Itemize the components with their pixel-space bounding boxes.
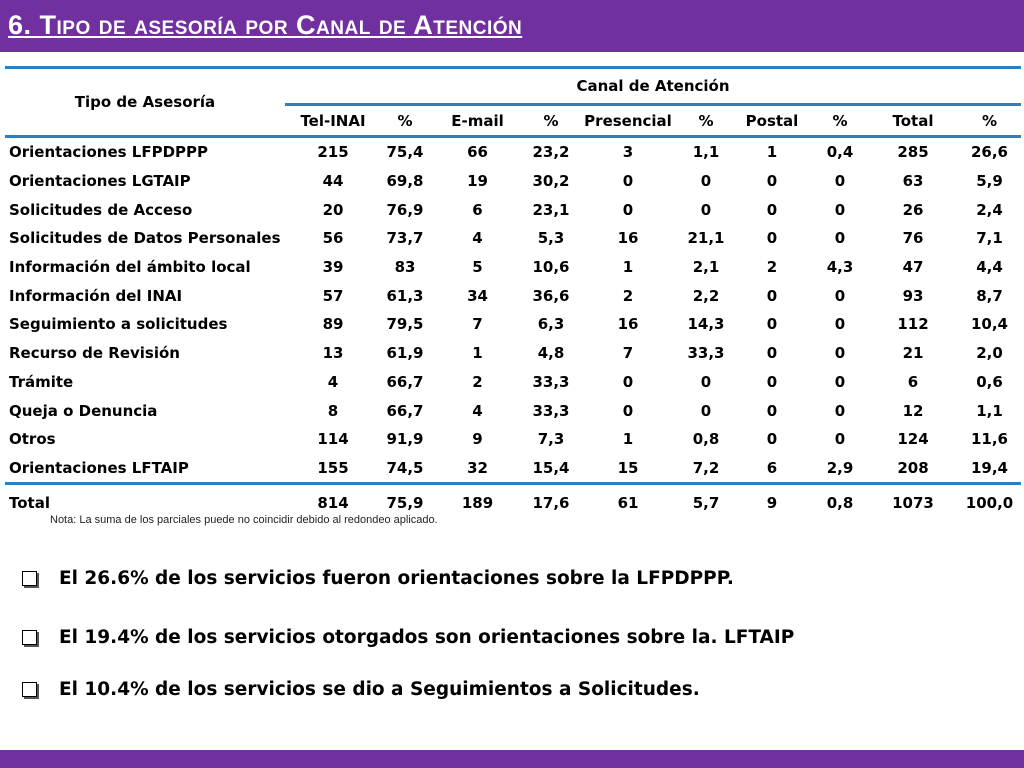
table-cell: 39 <box>322 258 344 277</box>
table-cell: 0,8 <box>692 430 720 449</box>
row-label: Solicitudes de Acceso <box>9 200 193 219</box>
table-cell: 0 <box>700 401 712 420</box>
table-cell: 2,2 <box>692 286 720 305</box>
table-row <box>5 454 1021 484</box>
table-cell: 8 <box>327 401 339 420</box>
bullet-text: El 10.4% de los servicios se dio a Seguimientos a Solicitudes. <box>59 679 700 700</box>
total-cell: 0,8 <box>812 484 868 522</box>
column-header: E-mail <box>429 105 526 137</box>
advisory-table <box>5 66 1021 521</box>
table-cell: 33,3 <box>532 401 570 420</box>
table-cell: 0 <box>834 315 846 334</box>
table-cell: 56 <box>322 229 344 248</box>
table-cell: 9 <box>472 430 483 449</box>
row-label: Otros <box>9 430 56 449</box>
table-cell: 0 <box>766 229 778 248</box>
total-cell: 5,7 <box>680 484 732 522</box>
column-header: % <box>680 105 732 137</box>
table-cell: 0 <box>766 344 778 363</box>
table-body <box>5 137 1021 484</box>
table-row <box>5 368 1021 397</box>
column-header: % <box>958 105 1021 137</box>
table-cell: 0 <box>834 286 846 305</box>
column-header: Postal <box>732 105 812 137</box>
table-cell: 11,6 <box>970 430 1008 449</box>
table-cell: 36,6 <box>532 286 570 305</box>
row-label: Orientaciones LFPDPPP <box>9 143 209 162</box>
table-cell: 93 <box>902 286 924 305</box>
table-cell: 66,7 <box>386 372 424 391</box>
table-cell: 285 <box>897 143 929 162</box>
table-cell: 112 <box>897 315 929 334</box>
row-label: Solicitudes de Datos Personales <box>9 229 281 248</box>
table-cell: 6 <box>907 372 919 391</box>
table-cell: 0 <box>834 430 846 449</box>
table-row <box>5 195 1021 224</box>
table-cell: 0 <box>766 315 778 334</box>
table-cell: 34 <box>467 286 488 305</box>
table-cell: 4 <box>327 372 339 391</box>
table-cell: 5,3 <box>537 229 565 248</box>
table-cell: 26,6 <box>970 143 1008 162</box>
table-cell: 3 <box>622 143 634 162</box>
table-cell: 23,1 <box>532 200 570 219</box>
table-cell: 73,7 <box>386 229 424 248</box>
table-cell: 4,3 <box>826 258 854 277</box>
table-cell: 20 <box>322 200 344 219</box>
table-cell: 44 <box>322 172 344 191</box>
table-cell: 0 <box>834 372 846 391</box>
table-cell: 2,1 <box>692 258 720 277</box>
table-cell: 61,3 <box>386 286 424 305</box>
table-cell: 69,8 <box>386 172 424 191</box>
total-cell: 1073 <box>868 484 958 522</box>
table-row <box>5 253 1021 282</box>
table-cell: 15,4 <box>532 458 570 477</box>
table-cell: 0 <box>834 401 846 420</box>
table-cell: 2,9 <box>826 458 854 477</box>
header-row-top <box>5 68 1021 105</box>
table-cell: 23,2 <box>532 143 570 162</box>
table-cell: 0 <box>834 172 846 191</box>
table-cell: 0 <box>700 200 712 219</box>
column-header: % <box>381 105 429 137</box>
table-row <box>5 224 1021 253</box>
table-cell: 89 <box>322 315 344 334</box>
table-cell: 5 <box>472 258 483 277</box>
table-row <box>5 137 1021 167</box>
bottom-bar <box>0 750 1024 768</box>
table-cell: 215 <box>317 143 349 162</box>
table-cell: 208 <box>897 458 929 477</box>
table-cell: 0 <box>622 172 634 191</box>
table-cell: 10,4 <box>970 315 1008 334</box>
table-row <box>5 339 1021 368</box>
table-cell: 0 <box>834 229 846 248</box>
table-row <box>5 396 1021 425</box>
table-cell: 33,3 <box>532 372 570 391</box>
table-cell: 47 <box>902 258 924 277</box>
column-header: Presencial <box>576 105 680 137</box>
row-label: Recurso de Revisión <box>9 344 180 363</box>
total-cell: 61 <box>576 484 680 522</box>
table-cell: 6 <box>766 458 778 477</box>
table-cell: 0 <box>766 401 778 420</box>
table-cell: 76 <box>902 229 924 248</box>
table-cell: 0 <box>700 372 712 391</box>
table-cell: 2,0 <box>976 344 1003 363</box>
checkbox-bullet-icon <box>22 630 37 645</box>
table-cell: 26 <box>902 200 924 219</box>
total-cell: 75,9 <box>381 484 429 522</box>
table-row <box>5 425 1021 454</box>
column-header: Total <box>868 105 958 137</box>
table-cell: 14,3 <box>687 315 725 334</box>
table-cell: 1,1 <box>976 401 1003 420</box>
checkbox-bullet-icon <box>22 571 37 586</box>
table-cell: 63 <box>902 172 924 191</box>
table-cell: 7 <box>472 315 483 334</box>
table-cell: 1 <box>472 344 483 363</box>
table-cell: 21,1 <box>687 229 725 248</box>
table-cell: 7,1 <box>976 229 1003 248</box>
total-cell: 814 <box>285 484 381 522</box>
table-row <box>5 167 1021 196</box>
table-cell: 21 <box>902 344 924 363</box>
row-label: Información del INAI <box>9 286 183 305</box>
title-bar <box>0 0 1024 52</box>
row-label: Información del ámbito local <box>9 258 251 277</box>
table-cell: 30,2 <box>532 172 570 191</box>
row-label: Queja o Denuncia <box>9 401 158 420</box>
table-cell: 7,2 <box>692 458 720 477</box>
table-cell: 0 <box>622 372 634 391</box>
total-cell: 9 <box>732 484 812 522</box>
table-cell: 75,4 <box>386 143 424 162</box>
table-cell: 155 <box>317 458 349 477</box>
bullet-item <box>22 568 734 589</box>
table-cell: 79,5 <box>386 315 424 334</box>
column-header: % <box>812 105 868 137</box>
table-cell: 2,4 <box>976 200 1003 219</box>
table-cell: 0 <box>700 172 712 191</box>
row-label: Orientaciones LGTAIP <box>9 172 191 191</box>
table-cell: 2 <box>622 286 634 305</box>
table-cell: 2 <box>472 372 483 391</box>
table-cell: 32 <box>467 458 488 477</box>
table-cell: 4,8 <box>537 344 565 363</box>
table-cell: 0,6 <box>976 372 1003 391</box>
table-cell: 0 <box>622 200 634 219</box>
table-cell: 66,7 <box>386 401 424 420</box>
column-header: Tel-INAI <box>285 105 381 137</box>
table-cell: 6 <box>472 200 483 219</box>
total-label: Total <box>5 484 285 522</box>
table-cell: 1 <box>622 430 634 449</box>
table-row <box>5 281 1021 310</box>
table-cell: 0 <box>834 344 846 363</box>
table-cell: 57 <box>322 286 344 305</box>
table-cell: 33,3 <box>687 344 725 363</box>
table-cell: 0 <box>766 372 778 391</box>
table-cell: 13 <box>322 344 344 363</box>
table-cell: 0 <box>766 430 778 449</box>
bullet-item <box>22 679 700 700</box>
table-cell: 2 <box>766 258 778 277</box>
table-cell: 12 <box>902 401 924 420</box>
column-header: % <box>526 105 576 137</box>
table-row <box>5 310 1021 339</box>
table-cell: 4 <box>472 229 483 248</box>
table-cell: 15 <box>617 458 639 477</box>
table-cell: 74,5 <box>386 458 424 477</box>
bullet-item <box>22 627 794 648</box>
table-cell: 0 <box>622 401 634 420</box>
table-cell: 66 <box>467 143 488 162</box>
total-cell: 100,0 <box>958 484 1021 522</box>
table-cell: 0 <box>766 200 778 219</box>
bullet-text: El 19.4% de los servicios otorgados son orientaciones sobre la. LFTAIP <box>59 627 795 648</box>
table-cell: 1,1 <box>692 143 720 162</box>
table-cell: 8,7 <box>976 286 1003 305</box>
table-cell: 19,4 <box>970 458 1008 477</box>
table-cell: 91,9 <box>386 430 424 449</box>
row-label: Seguimiento a solicitudes <box>9 315 228 334</box>
table-cell: 0 <box>766 286 778 305</box>
table-cell: 124 <box>897 430 929 449</box>
table-cell: 6,3 <box>537 315 565 334</box>
table-cell: 61,9 <box>386 344 424 363</box>
table-cell: 10,6 <box>532 258 570 277</box>
row-label: Trámite <box>9 372 74 391</box>
row-header-tipo: Tipo de Asesoría <box>5 68 285 137</box>
table-cell: 0,4 <box>826 143 854 162</box>
table-note: Nota: La suma de los parciales puede no coincidir debido al redondeo aplicado. <box>50 514 438 526</box>
table-cell: 114 <box>317 430 349 449</box>
table-cell: 1 <box>622 258 634 277</box>
row-label: Orientaciones LFTAIP <box>9 458 189 477</box>
table-cell: 19 <box>467 172 488 191</box>
checkbox-bullet-icon <box>22 682 37 697</box>
page-title: 6. Tipo de asesoría por Canal de Atención <box>8 10 523 40</box>
table-cell: 16 <box>617 229 639 248</box>
table-cell: 7,3 <box>537 430 565 449</box>
table-cell: 83 <box>394 258 416 277</box>
total-cell: 17,6 <box>526 484 576 522</box>
table-cell: 16 <box>617 315 639 334</box>
table-cell: 4,4 <box>976 258 1003 277</box>
table-cell: 4 <box>472 401 483 420</box>
bullet-text: El 26.6% de los servicios fueron orientaciones sobre la LFPDPPP. <box>59 568 734 589</box>
table-cell: 5,9 <box>976 172 1003 191</box>
table-cell: 0 <box>766 172 778 191</box>
group-header-canal: Canal de Atención <box>285 68 1021 105</box>
table-cell: 76,9 <box>386 200 424 219</box>
table-cell: 1 <box>766 143 778 162</box>
table-cell: 7 <box>622 344 634 363</box>
table-cell: 0 <box>834 200 846 219</box>
total-cell: 189 <box>429 484 526 522</box>
